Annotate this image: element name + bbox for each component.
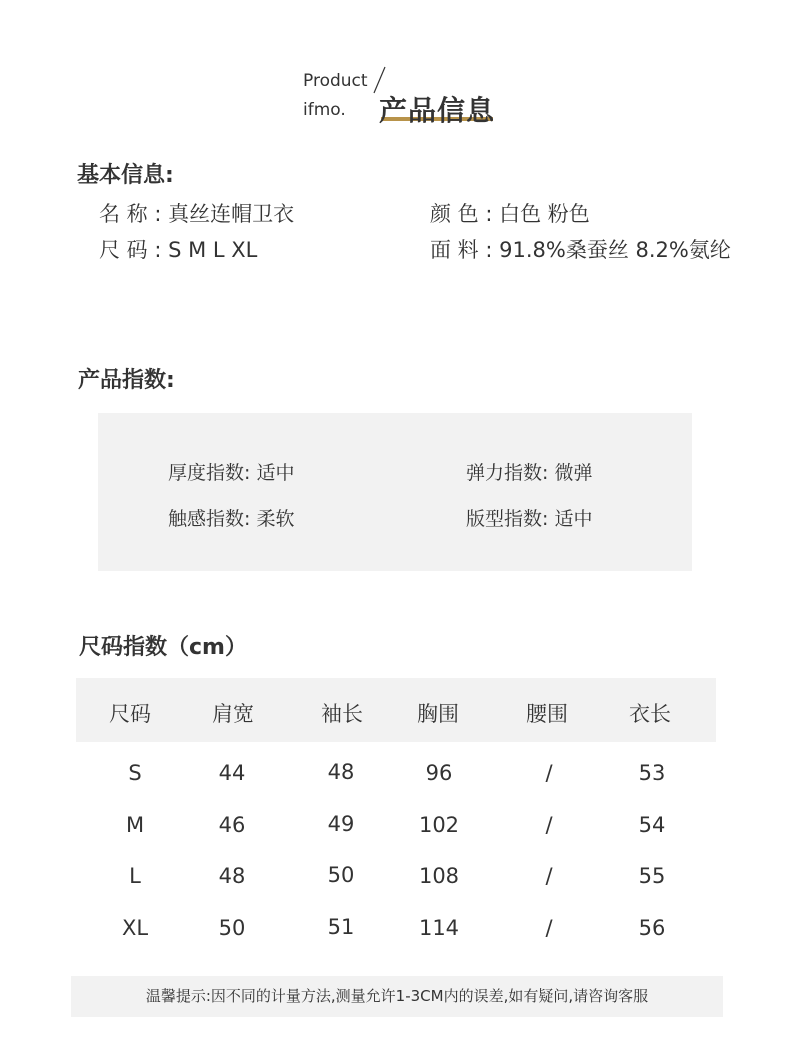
table-cell: 50: [327, 863, 355, 887]
table-cell: 108: [418, 864, 460, 888]
table-cell: M: [125, 813, 145, 837]
size-table-title: 尺码指数（cm）: [79, 635, 247, 660]
table-cell: 96: [425, 761, 453, 785]
header-english-line2: ifmo.: [303, 100, 346, 120]
table-cell: L: [129, 864, 141, 888]
size-table-header-row: [76, 678, 716, 742]
touch-index: 触感指数: 柔软: [168, 508, 295, 530]
table-cell: S: [128, 761, 142, 785]
product-fabric: 面 料 : 91.8%桑蚕丝 8.2%氨纶: [430, 238, 731, 262]
size-table-header-cell: 衣长: [629, 702, 671, 726]
table-cell: /: [545, 864, 553, 888]
size-table-header-cell: 胸围: [417, 702, 459, 726]
table-cell: /: [545, 916, 553, 940]
size-table-header-cell: 袖长: [321, 702, 363, 726]
measurement-notice: 温馨提示:因不同的计量方法,测量允许1-3CM内的误差,如有疑问,请咨询客服: [71, 976, 723, 1017]
table-cell: 44: [218, 761, 246, 785]
elasticity-index: 弹力指数: 微弹: [466, 462, 593, 484]
size-table-header-cell: 腰围: [526, 702, 568, 726]
table-cell: 55: [638, 864, 666, 888]
table-cell: 49: [327, 812, 355, 836]
product-name: 名 称 : 真丝连帽卫衣: [99, 202, 295, 226]
table-cell: 48: [327, 760, 355, 784]
product-index-panel: [98, 413, 692, 571]
basic-info-title: 基本信息:: [77, 163, 174, 188]
product-color: 颜 色 : 白色 粉色: [430, 202, 590, 226]
table-cell: /: [545, 761, 553, 785]
product-index-title: 产品指数:: [78, 368, 175, 393]
table-cell: 54: [638, 813, 666, 837]
table-cell: XL: [121, 916, 149, 940]
size-table-header-cell: 尺码: [109, 702, 151, 726]
table-cell: 53: [638, 761, 666, 785]
header-english-line1: Product: [303, 71, 368, 91]
page-title: 产品信息: [379, 94, 496, 127]
table-cell: /: [545, 813, 553, 837]
fit-index: 版型指数: 适中: [466, 508, 593, 530]
table-cell: 48: [218, 864, 246, 888]
table-cell: 114: [418, 916, 460, 940]
table-cell: 56: [638, 916, 666, 940]
product-size: 尺 码 : S M L XL: [99, 238, 258, 262]
table-cell: 51: [327, 915, 355, 939]
size-table-header-cell: 肩宽: [212, 702, 254, 726]
thickness-index: 厚度指数: 适中: [168, 462, 295, 484]
table-cell: 46: [218, 813, 246, 837]
table-cell: 50: [218, 916, 246, 940]
table-cell: 102: [418, 813, 460, 837]
